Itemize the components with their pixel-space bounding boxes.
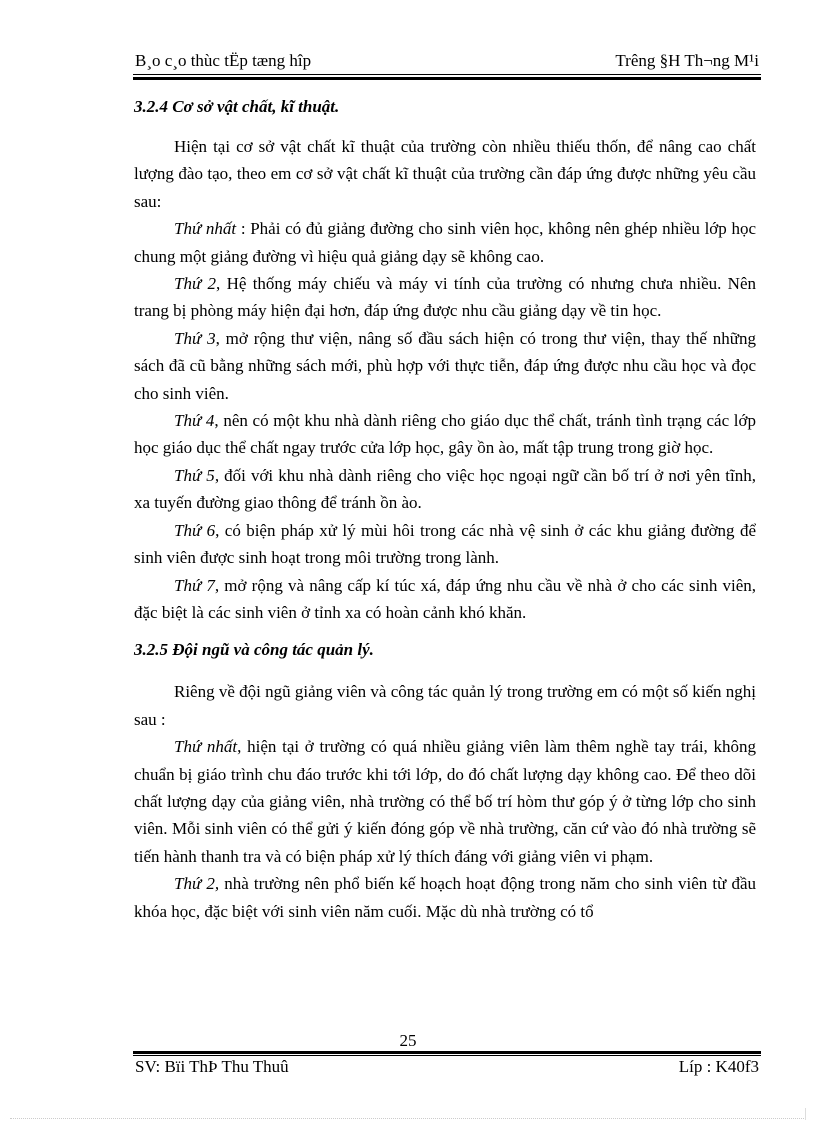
header-report-title: B¸o c¸o thùc tËp tæng hîp: [135, 51, 312, 70]
paragraph-text: , đối với khu nhà dành riêng cho việc học ngoại ngữ cần bố trí ở nơi yên tĩnh, xa tuyến đường giao thông để tránh ồn ào.: [134, 465, 756, 513]
section-heading-facilities: 3.2.4 Cơ sở vật chất, kĩ thuật.: [134, 97, 340, 116]
paragraph: [134, 407, 756, 462]
paragraph: [134, 572, 756, 627]
paragraph-lead: Thứ 2: [174, 274, 217, 294]
paragraph: [134, 870, 756, 925]
paragraph-lead: Thứ nhất: [174, 737, 238, 757]
page-bottom-border: [10, 1118, 806, 1119]
paragraph: [134, 325, 756, 407]
page-corner-mark: [805, 1108, 806, 1120]
footer-class: Líp : K40f3: [678, 1057, 759, 1076]
paragraph-text: , mở rộng thư viện, nâng số đầu sách hiện có trong thư viện, thay thế những sách đã cũ bằng những sách mới, phù hợp với thực tiễn, đáp ứng được nhu cầu học và đọc cho sinh viên.: [134, 328, 756, 403]
paragraph-text: , nên có một khu nhà dành riêng cho giáo dục thể chất, tránh tình trạng các lớp học giáo dục thể chất ngay trước cửa lớp học, gây ồn ào, mất tập trung trong giờ học.: [134, 411, 756, 458]
paragraph-text: nhà trường nên phổ biến kế hoạch hoạt động trong năm cho sinh viên từ đầu khóa học, đặc biệt với sinh viên năm cuối. Mặc dù nhà trường có tổ: [134, 874, 756, 921]
paragraph-text: , có biện pháp xử lý mùi hôi trong các nhà vệ sinh ở các khu giảng đường để sinh viên được sinh hoạt trong môi trường trong lành.: [134, 520, 756, 568]
paragraph-lead: Thứ 2,: [174, 874, 220, 894]
section-heading-staff: 3.2.5 Đội ngũ và công tác quản lý.: [134, 640, 374, 660]
paragraph: [134, 678, 756, 733]
paragraph: [134, 733, 756, 870]
paragraph-text: , Hệ thống máy chiếu và máy vi tính của trường có nhưng chưa nhiều. Nên trang bị phòng máy hiện đại hơn, đáp ứng được nhu cầu giảng dạy về tin học.: [134, 274, 756, 321]
footer-rule-thick: [133, 1051, 761, 1054]
footer-student-name: SV: Bïi ThÞ Thu Thuû: [135, 1057, 289, 1076]
paragraph-lead: Thứ 5: [174, 465, 215, 485]
paragraph-lead: Thứ 3: [174, 328, 216, 348]
header-school-name: Trêng §H Th¬ng M¹i: [615, 51, 759, 70]
page-footer: [135, 1057, 759, 1077]
page-header: [135, 49, 759, 71]
paragraph-lead: Thứ 7: [174, 575, 215, 595]
paragraph: [134, 517, 756, 572]
paragraph-text: Hiện tại cơ sở vật chất kĩ thuật của trường còn nhiều thiếu thốn, để nâng cao chất lượng đào tạo, theo em cơ sở vật chất kĩ thuật của trường cần đáp ứng được những yêu cầu sau:: [134, 137, 756, 211]
footer-rule-thin: [133, 1055, 761, 1056]
paragraph: [134, 133, 756, 215]
page-number: 25: [399, 1031, 417, 1050]
paragraph-text: : Phải có đủ giảng đường cho sinh viên học, không nên ghép nhiều lớp học chung một giảng đường vì hiệu quả giảng dạy sẽ không cao.: [134, 219, 757, 266]
paragraph-lead: Thứ 6: [174, 520, 216, 540]
header-rule-thick: [133, 77, 761, 80]
paragraph-lead: Thứ nhất: [174, 219, 237, 239]
paragraph-text: , mở rộng và nâng cấp kí túc xá, đáp ứng nhu cầu về nhà ở cho các sinh viên, đặc biệt là các sinh viên ở tỉnh xa có hoàn cảnh khó khăn.: [134, 575, 756, 622]
page-body: [134, 93, 756, 925]
paragraph-text: Riêng về đội ngũ giảng viên và công tác quản lý trong trường em có một số kiến nghị sau :: [134, 682, 756, 729]
paragraph-lead: Thứ 4: [174, 411, 215, 431]
paragraph: [134, 215, 756, 270]
paragraph: [134, 462, 756, 517]
paragraph: [134, 270, 756, 325]
paragraph-text: , hiện tại ở trường có quá nhiều giảng viên làm thêm nghề tay trái, không chuẩn bị giáo trình chu đáo trước khi tới lớp, do đó chất lượng dạy không cao. Để theo dõi chất lượng dạy của giảng viên, nhà trường có thể bố trí hòm thư góp ý ở từng lớp cho sinh viên. Mỗi sinh viên có thể gửi ý kiến đóng góp về nhà trường, căn cứ vào đó nhà trường sẽ tiến hành thanh tra và có biện pháp xử lý thích đáng với giảng viên vi phạm.: [134, 737, 757, 866]
header-rule-thin: [133, 74, 761, 75]
